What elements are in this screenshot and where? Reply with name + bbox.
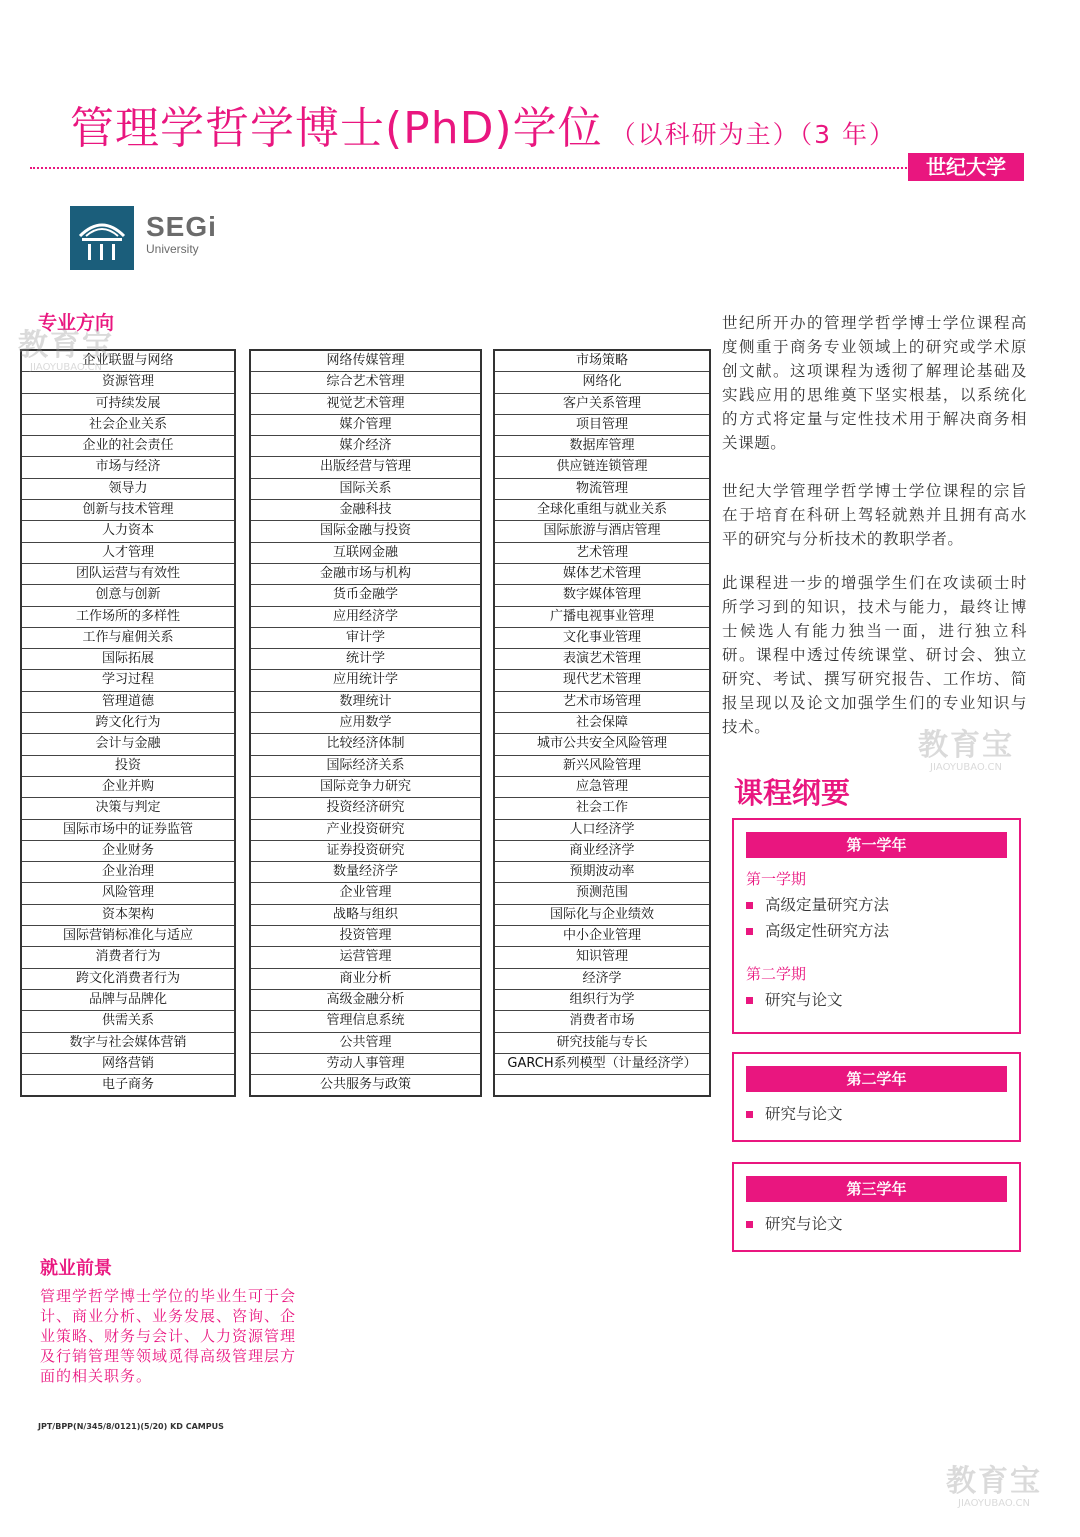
page-title [70,92,896,156]
table-row: 出版经营与管理 [251,457,480,478]
specializations-column-1 [20,349,236,1097]
year-3-label: 第三学年 [746,1176,1007,1202]
table-row: 组织行为学 [495,990,709,1011]
table-row: 预期波动率 [495,862,709,883]
table-row: 市场策略 [495,351,709,372]
table-row: 金融科技 [251,500,480,521]
table-row: 投资管理 [251,926,480,947]
table-row [495,1075,709,1095]
logo-name: SEGi [146,211,217,242]
table-row: 社会工作 [495,798,709,819]
specializations-heading: 专业方向 [38,312,115,334]
table-row: 网络化 [495,372,709,393]
table-row: 数量经济学 [251,862,480,883]
table-row: 企业财务 [22,841,234,862]
table-row: 风险管理 [22,883,234,904]
table-row: 消费者市场 [495,1011,709,1032]
table-row: 人才管理 [22,543,234,564]
table-row: 媒介管理 [251,415,480,436]
table-row: 媒介经济 [251,436,480,457]
table-row: 广播电视事业管理 [495,607,709,628]
table-row: 应急管理 [495,777,709,798]
table-row: 劳动人事管理 [251,1054,480,1075]
list-item: 高级定性研究方法 [746,919,1019,941]
table-row: 统计学 [251,649,480,670]
table-row: 视觉艺术管理 [251,394,480,415]
bullet-icon [746,997,753,1004]
title-subtitle: （以科研为主）（3 年） [610,120,896,149]
table-row: 战略与组织 [251,905,480,926]
table-row: 预测范围 [495,883,709,904]
term-2-label: 第二学期 [746,965,807,983]
table-row: 货币金融学 [251,585,480,606]
table-row: 互联网金融 [251,543,480,564]
table-row: 工作场所的多样性 [22,607,234,628]
table-row: 社会保障 [495,713,709,734]
footnote: JPT/BPP(N/345/8/0121)(5/20) KD CAMPUS [38,1422,224,1431]
description-paragraph-1: 世纪所开办的管理学哲学博士学位课程高度侧重于商务专业领域上的研究或学术原创文献。这项课程为透彻了解理论基础及实践应用的思维奠下坚实根基，以系统化的方式将定量与定性技术用于解决商务相关课题。 [722,314,1027,452]
table-row: 市场与经济 [22,457,234,478]
table-row: 企业的社会责任 [22,436,234,457]
table-row: 表演艺术管理 [495,649,709,670]
table-row: 投资经济研究 [251,798,480,819]
table-row: 数理统计 [251,692,480,713]
table-row: 数据库管理 [495,436,709,457]
year-1-label: 第一学年 [746,832,1007,858]
table-row: 学习过程 [22,670,234,691]
table-row: 资本架构 [22,905,234,926]
table-row: 新兴风险管理 [495,756,709,777]
year-1-box [732,818,1021,1034]
table-row: GARCH系列模型（计量经济学） [495,1054,709,1075]
outline-heading: 课程纲要 [734,776,851,810]
table-row: 企业并购 [22,777,234,798]
table-row: 国际经济关系 [251,756,480,777]
table-row: 企业联盟与网络 [22,351,234,372]
table-row: 艺术管理 [495,543,709,564]
table-row: 城市公共安全风险管理 [495,734,709,755]
bullet-icon [746,1221,753,1228]
table-row: 网络营销 [22,1054,234,1075]
table-row: 国际关系 [251,479,480,500]
specializations-column-3 [493,349,711,1097]
career-heading: 就业前景 [40,1258,112,1279]
title-main: 管理学哲学博士(PhD)学位 [70,103,603,154]
specializations-column-2 [249,349,482,1097]
table-row: 综合艺术管理 [251,372,480,393]
list-item: 研究与论文 [746,988,1019,1010]
table-row: 商业分析 [251,969,480,990]
table-row: 应用经济学 [251,607,480,628]
description-paragraph-2: 世纪大学管理学哲学博士学位课程的宗旨在于培育在科研上驾轻就熟并且拥有高水平的研究与分析技术的教职学者。 [722,482,1027,548]
table-row: 数字与社会媒体营销 [22,1033,234,1054]
table-row: 中小企业管理 [495,926,709,947]
table-row: 审计学 [251,628,480,649]
table-row: 品牌与品牌化 [22,990,234,1011]
table-row: 工作与雇佣关系 [22,628,234,649]
table-row: 创新与技术管理 [22,500,234,521]
table-row: 国际竞争力研究 [251,777,480,798]
table-row: 人口经济学 [495,820,709,841]
logo-subtitle: University [146,242,199,256]
year-2-box [732,1052,1021,1142]
table-row: 客户关系管理 [495,394,709,415]
table-row: 公共管理 [251,1033,480,1054]
table-row: 国际拓展 [22,649,234,670]
table-row: 供应链连锁管理 [495,457,709,478]
bullet-icon [746,1111,753,1118]
table-row: 经济学 [495,969,709,990]
table-row: 决策与判定 [22,798,234,819]
table-row: 应用数学 [251,713,480,734]
table-row: 国际营销标准化与适应 [22,926,234,947]
table-row: 艺术市场管理 [495,692,709,713]
table-row: 研究技能与专长 [495,1033,709,1054]
table-row: 领导力 [22,479,234,500]
table-row: 应用统计学 [251,670,480,691]
table-row: 企业管理 [251,883,480,904]
table-row: 物流管理 [495,479,709,500]
segi-logo-icon [70,206,134,270]
table-row: 会计与金融 [22,734,234,755]
table-row: 可持续发展 [22,394,234,415]
table-row: 数字媒体管理 [495,585,709,606]
table-row: 供需关系 [22,1011,234,1032]
table-row: 消费者行为 [22,947,234,968]
table-row: 比较经济体制 [251,734,480,755]
table-row: 社会企业关系 [22,415,234,436]
table-row: 国际金融与投资 [251,521,480,542]
table-row: 团队运营与有效性 [22,564,234,585]
career-text: 管理学哲学博士学位的毕业生可于会计、商业分析、业务发展、咨询、企业策略、财务与会计、人力资源管理及行销管理等领域觅得高级管理层方面的相关职务。 [40,1287,297,1385]
term-1-label: 第一学期 [746,870,807,888]
list-item: 研究与论文 [746,1212,1019,1234]
watermark: 教育宝 JIAOYUBAO.CN [18,328,114,373]
table-row: 跨文化消费者行为 [22,969,234,990]
table-row: 资源管理 [22,372,234,393]
watermark: 教育宝 JIAOYUBAO.CN [918,728,1014,773]
table-row: 知识管理 [495,947,709,968]
table-row: 全球化重组与就业关系 [495,500,709,521]
table-row: 人力资本 [22,521,234,542]
table-row: 创意与创新 [22,585,234,606]
table-row: 文化事业管理 [495,628,709,649]
header-divider [30,167,910,169]
list-item: 研究与论文 [746,1102,1019,1124]
table-row: 证券投资研究 [251,841,480,862]
table-row: 媒体艺术管理 [495,564,709,585]
year-3-box [732,1162,1021,1252]
table-row: 国际化与企业绩效 [495,905,709,926]
table-row: 企业治理 [22,862,234,883]
university-badge: 世纪大学 [908,153,1024,181]
logo-wordmark [146,212,217,256]
table-row: 商业经济学 [495,841,709,862]
table-row: 跨文化行为 [22,713,234,734]
bullet-icon [746,928,753,935]
table-row: 公共服务与政策 [319,1077,411,1093]
table-row: 国际市场中的证券监管 [22,820,234,841]
list-item: 高级定量研究方法 [746,893,1019,915]
table-row: 金融市场与机构 [251,564,480,585]
table-row: 产业投资研究 [251,820,480,841]
table-row: 网络传媒管理 [251,351,480,372]
table-row: 投资 [22,756,234,777]
year-2-label: 第二学年 [746,1066,1007,1092]
table-row: 现代艺术管理 [495,670,709,691]
table-row: 国际旅游与酒店管理 [495,521,709,542]
table-row: 管理信息系统 [251,1011,480,1032]
bullet-icon [746,902,753,909]
table-row: 管理道德 [22,692,234,713]
table-row: 电子商务 [101,1077,154,1093]
description-paragraph-3: 此课程进一步的增强学生们在攻读硕士时所学习到的知识，技术与能力，最终让博士候选人有能力独当一面，进行独立科研。课程中透过传统课堂、研讨会、独立研究、考试、撰写研究报告、工作坊、简报呈现以及论文加强学生们的专业知识与技术。 [722,574,1027,736]
watermark: 教育宝 JIAOYUBAO.CN [946,1464,1042,1509]
table-row: 项目管理 [495,415,709,436]
table-row: 运营管理 [251,947,480,968]
table-row: 高级金融分析 [251,990,480,1011]
